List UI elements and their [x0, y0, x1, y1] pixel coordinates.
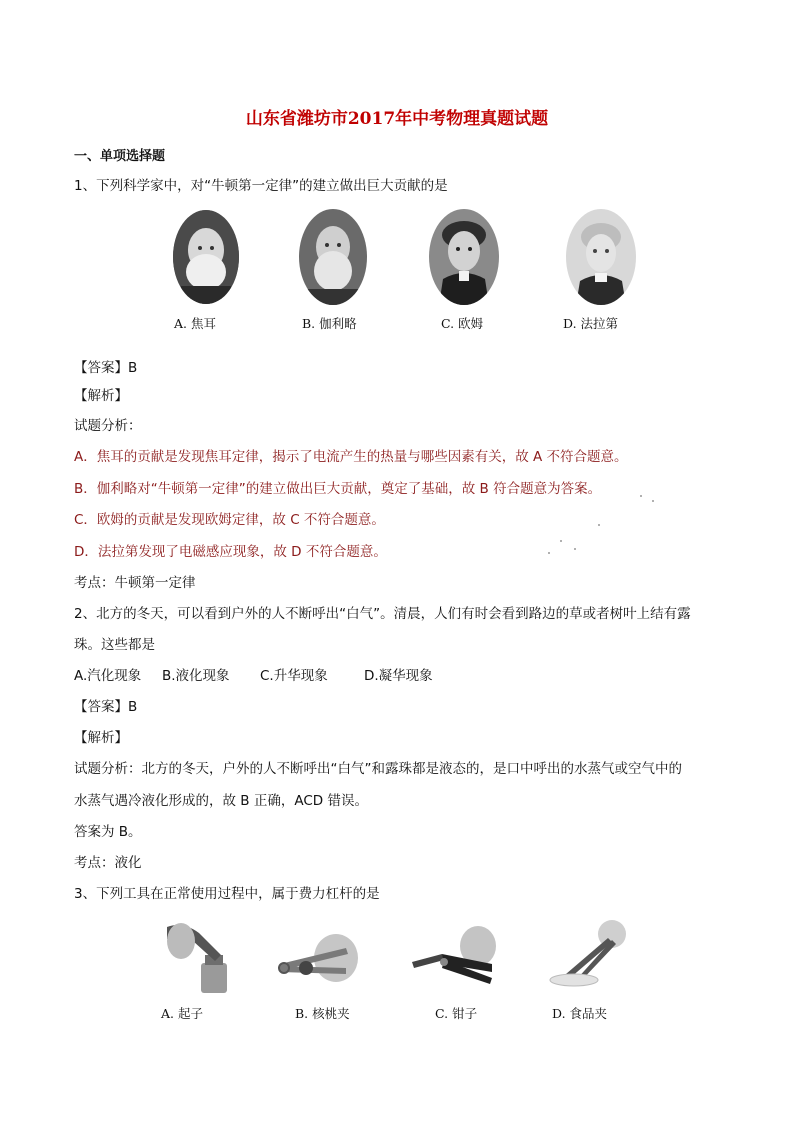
q1-analysis-line: B．伽利略对“牛顿第一定律”的建立做出巨大贡献，奠定了基础，故 B 符合题意为答案。	[74, 481, 602, 497]
q2-analysis-line2: 水蒸气遇冷液化形成的，故 B 正确，ACD 错误。	[74, 793, 368, 809]
q2-stem-line2: 珠。这些都是	[74, 637, 155, 653]
q2-option-b: B.液化现象	[162, 668, 230, 684]
q1-option-c: C. 欧姆	[441, 316, 484, 331]
q1-analysis-intro: 试题分析：	[74, 418, 142, 434]
q3-option-b: B. 核桃夹	[295, 1006, 350, 1021]
q2-kaodian: 考点：液化	[74, 855, 142, 871]
q2-option-d: D.凝华现象	[364, 668, 433, 684]
q3-stem: 3、下列工具在正常使用过程中，属于费力杠杆的是	[74, 886, 380, 902]
ohm-portrait	[429, 209, 499, 305]
q2-option-c: C.升华现象	[260, 668, 328, 684]
nutcracker-image	[276, 924, 364, 990]
q2-analysis-line1: 试题分析：北方的冬天，户外的人不断呼出“白气”和露珠都是液态的，是口中呼出的水蒸气或空气中的	[74, 761, 682, 777]
q1-analysis-line: C．欧姆的贡献是发现欧姆定律，故 C 不符合题意。	[74, 512, 385, 528]
q1-option-b: B. 伽利略	[302, 316, 357, 331]
q3-option-d: D. 食品夹	[552, 1006, 608, 1021]
scan-speck	[640, 495, 642, 497]
scan-speck	[574, 548, 576, 550]
q2-analysis-heading: 【解析】	[74, 730, 128, 746]
faraday-portrait	[566, 209, 636, 305]
bottle-opener-image	[163, 919, 243, 993]
pliers-image	[408, 924, 500, 986]
page-title: 山东省潍坊市2017年中考物理真题试题	[245, 109, 549, 129]
q1-analysis-line: D．法拉第发现了电磁感应现象，故 D 不符合题意。	[74, 544, 387, 560]
scan-speck	[652, 500, 654, 502]
q1-option-a: A. 焦耳	[174, 316, 216, 331]
q2-option-a: A.汽化现象	[74, 668, 142, 684]
scan-speck	[548, 552, 550, 554]
q3-option-c: C. 钳子	[435, 1006, 478, 1021]
joule-portrait	[173, 210, 239, 304]
section-heading: 一、单项选择题	[74, 149, 166, 164]
q2-conclusion: 答案为 B。	[74, 824, 142, 840]
q1-stem: 1、下列科学家中，对“牛顿第一定律”的建立做出巨大贡献的是	[74, 178, 448, 194]
q3-option-a: A. 起子	[161, 1006, 203, 1021]
q1-option-d: D. 法拉第	[563, 316, 619, 331]
q1-answer: 【答案】B	[74, 360, 138, 376]
scan-speck	[560, 540, 562, 542]
food-tongs-image	[546, 918, 634, 990]
q1-kaodian: 考点：牛顿第一定律	[74, 575, 196, 591]
q2-answer: 【答案】B	[74, 699, 138, 715]
q1-analysis-line: A．焦耳的贡献是发现焦耳定律，揭示了电流产生的热量与哪些因素有关，故 A 不符合题意。	[74, 449, 628, 465]
q2-stem-line1: 2、北方的冬天，可以看到户外的人不断呼出“白气”。清晨，人们有时会看到路边的草或者树叶上结有露	[74, 606, 691, 622]
q1-analysis-heading: 【解析】	[74, 388, 128, 404]
galileo-portrait	[299, 209, 367, 305]
scan-speck	[598, 524, 600, 526]
